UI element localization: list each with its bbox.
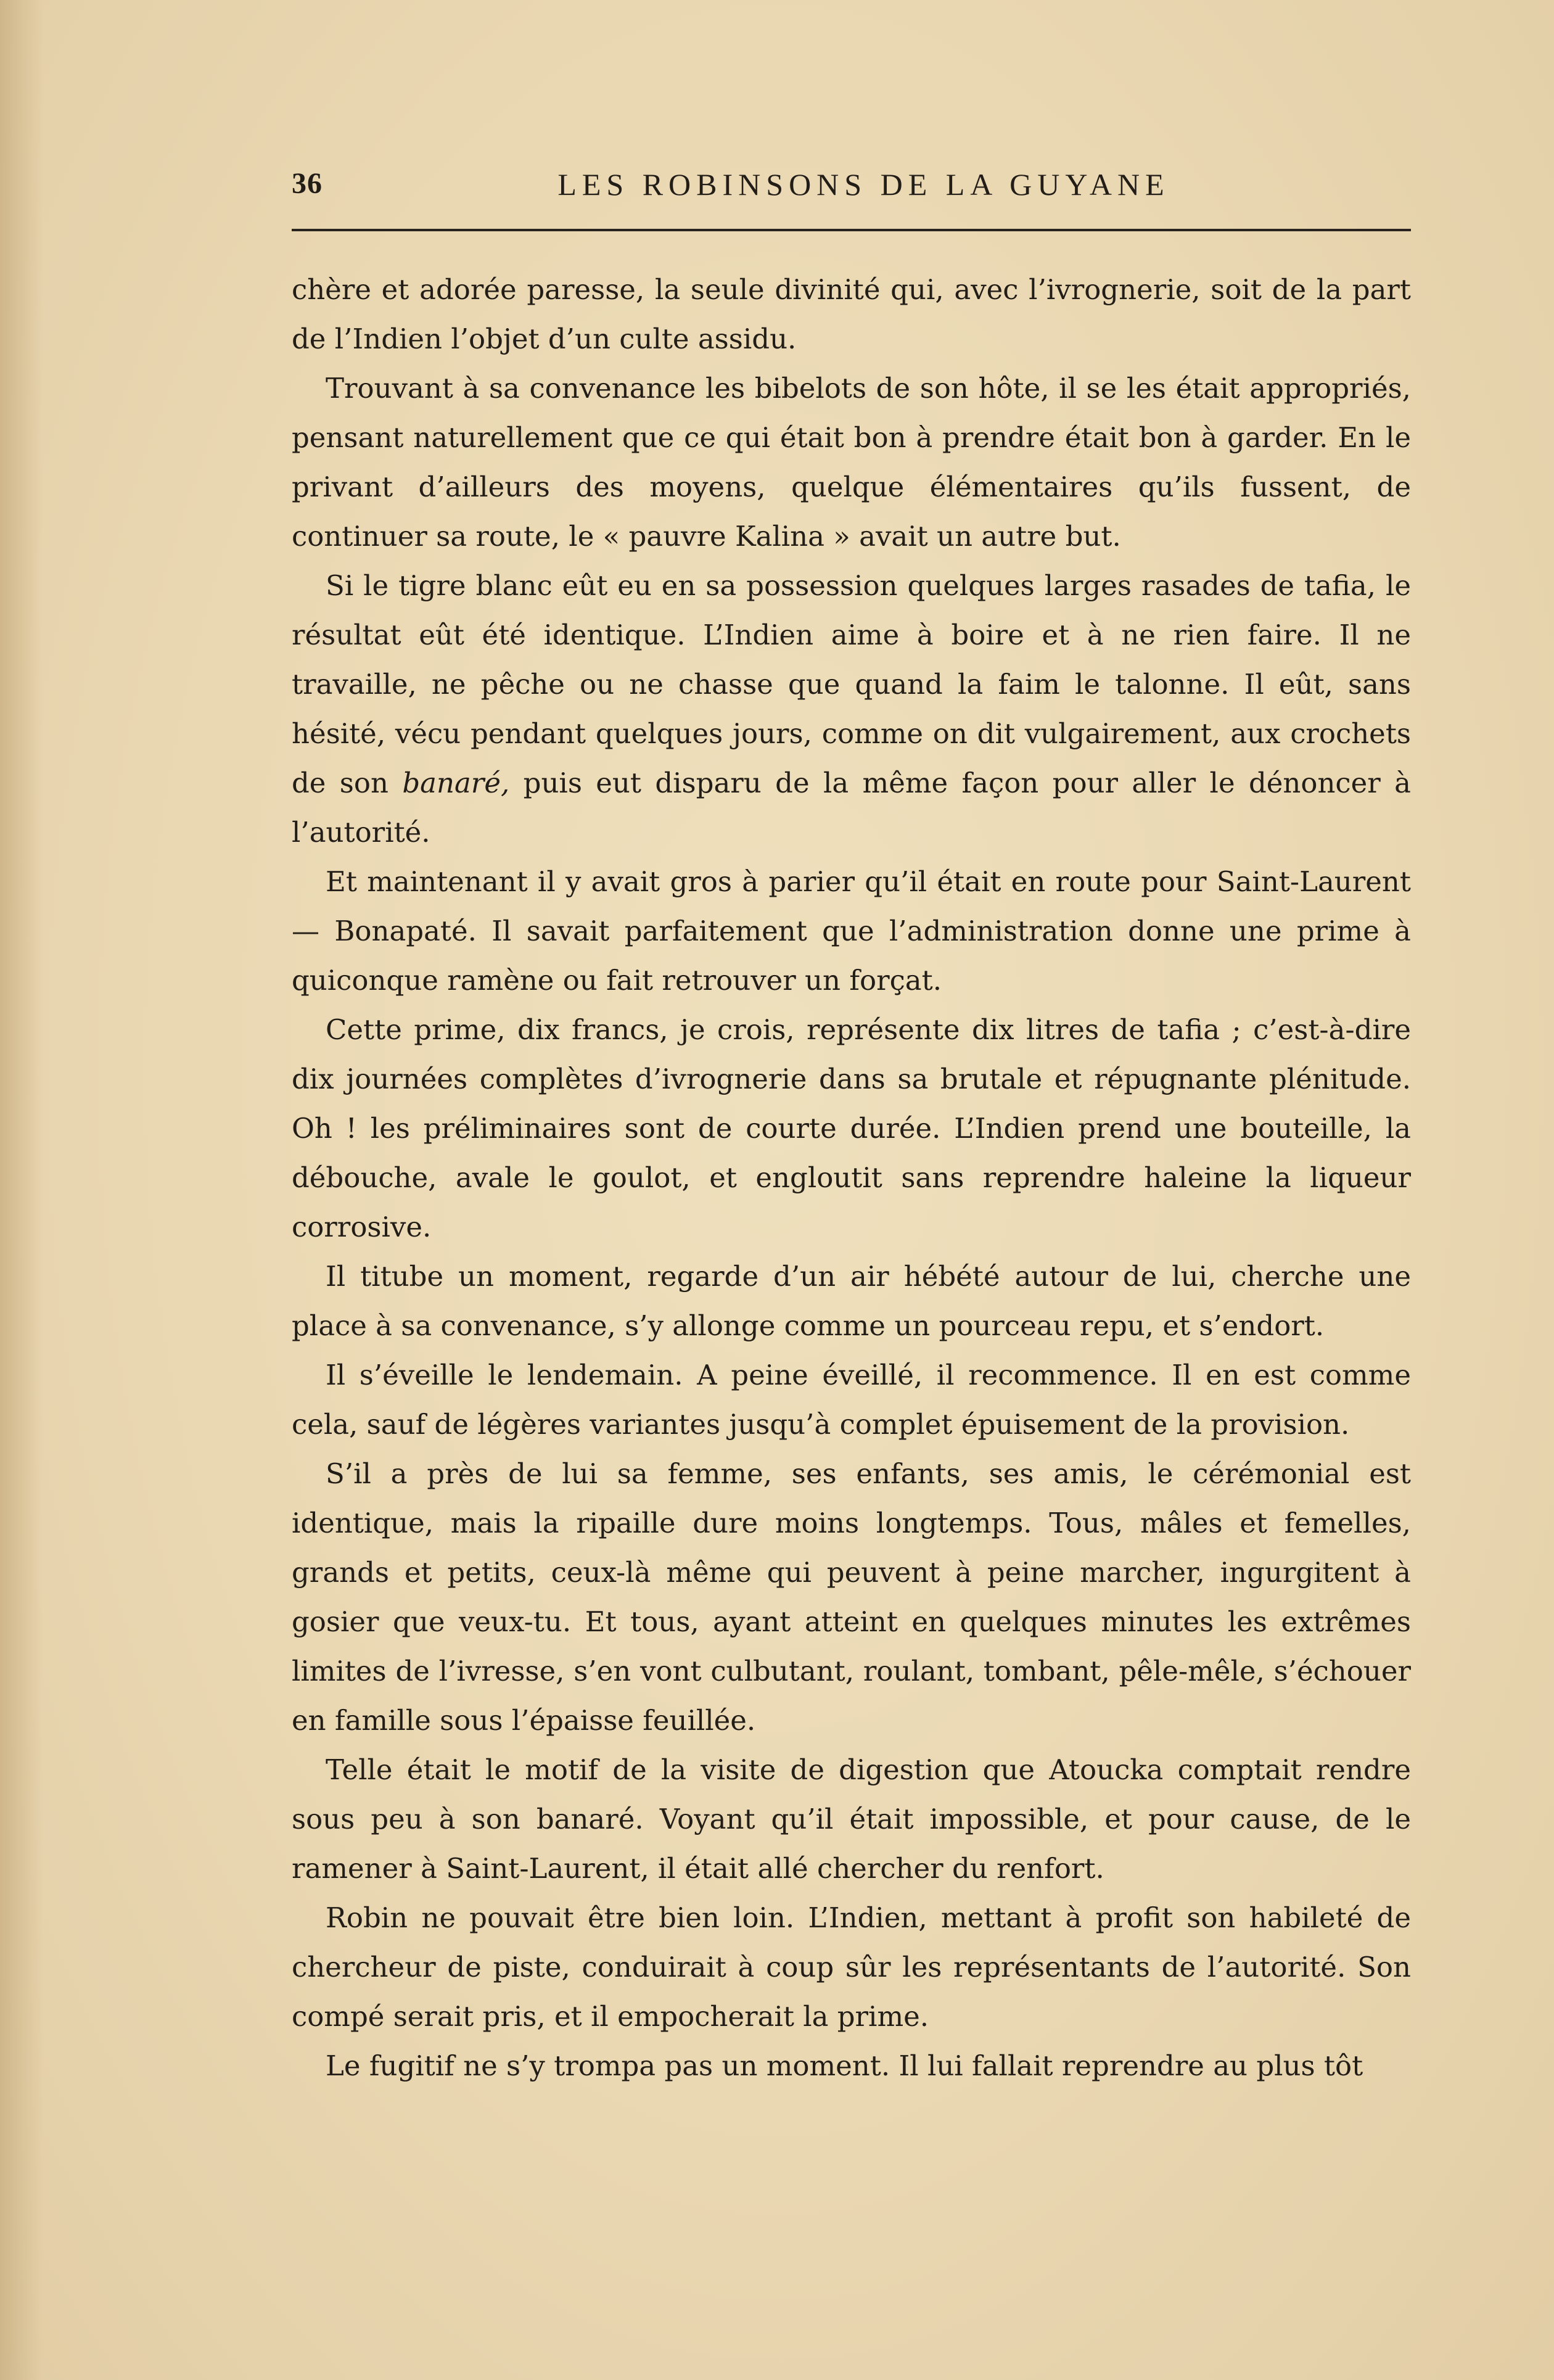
book-title: LES ROBINSONS DE LA GUYANE — [557, 167, 1170, 202]
paragraph: S’il a près de lui sa femme, ses enfants, ses amis, le cérémonial est identique, mais la ripaille dure moins longtemps. Tous, mâles et femelles, grands et petits, ceux-là même qui peuvent à peine marcher, ingurgitent à gosier que veux-tu. Et tous, ayant atteint en quelques minutes les extrêmes limites de l’ivresse, s’en vont culbutant, roulant, tombant, pêle-mêle, s’échouer en famille sous l’épaisse feuillée. — [292, 1457, 1411, 1737]
paragraph: Cette prime, dix francs, je crois, représente dix litres de tafia ; c’est-à-dire dix journées complètes d’ivrognerie dans sa brutale et répugnante plénitude. Oh ! les préliminaires sont de courte durée. L’Indien prend une bouteille, la débouche, avale le goulot, et engloutit sans reprendre haleine la liqueur corrosive. — [292, 1013, 1411, 1243]
paragraph: Trouvant à sa convenance les bibelots de son hôte, il se les était appropriés, pensant naturellement que ce qui était bon à prendre était bon à garder. En le privant d’ailleurs des moyens, quelque élémentaires qu’ils fussent, de continuer sa route, le « pauvre Kalina » avait un autre but. — [292, 372, 1411, 553]
paragraph: Et maintenant il y avait gros à parier qu’il était en route pour Saint-Laurent — Bonapaté. Il savait parfaitement que l’administration donne une prime à quiconque ramène ou fait retrouver un forçat. — [292, 865, 1411, 997]
page-edge-shading — [0, 0, 43, 2380]
paragraph — [292, 561, 1411, 857]
paragraph-text: Si le tigre blanc eût eu en sa possession quelques larges rasades de tafia, le résultat eût été identique. L’Indien aime à boire et à ne rien faire. Il ne travaille, ne pêche ou ne chasse que quand la faim le talonne. Il eût, sans hésité, vécu pendant quelques jours, comme on dit vulgairement, aux crochets de son — [292, 569, 1411, 799]
body-text — [292, 265, 1411, 2091]
header-rule — [292, 229, 1411, 231]
italic-word: banaré, — [402, 767, 510, 799]
page-number: 36 — [292, 167, 323, 200]
paragraph: Le fugitif ne s’y trompa pas un moment. Il lui fallait reprendre au plus tôt — [326, 2049, 1363, 2082]
paragraph: chère et adorée paresse, la seule divinité qui, avec l’ivrognerie, soit de la part de l’Indien l’objet d’un culte assidu. — [292, 273, 1411, 355]
paragraph-text: puis eut disparu de la même façon pour aller le dénoncer à l’autorité. — [292, 767, 1411, 849]
paragraph: Il titube un moment, regarde d’un air hébété autour de lui, cherche une place à sa convenance, s’y allonge comme un pourceau repu, et s’endort. — [292, 1260, 1411, 1342]
paragraph: Telle était le motif de la visite de digestion que Atoucka comptait rendre sous peu à son banaré. Voyant qu’il était impossible, et pour cause, de le ramener à Saint-Laurent, il était allé chercher du renfort. — [292, 1753, 1411, 1885]
paragraph: Il s’éveille le lendemain. A peine éveillé, il recommence. Il en est comme cela, sauf de légères variantes jusqu’à complet épuisement de la provision. — [292, 1359, 1411, 1441]
paragraph: Robin ne pouvait être bien loin. L’Indien, mettant à profit son habileté de chercheur de piste, conduirait à coup sûr les représentants de l’autorité. Son compé serait pris, et il empocherait la prime. — [292, 1901, 1411, 2033]
running-header — [292, 167, 1411, 210]
